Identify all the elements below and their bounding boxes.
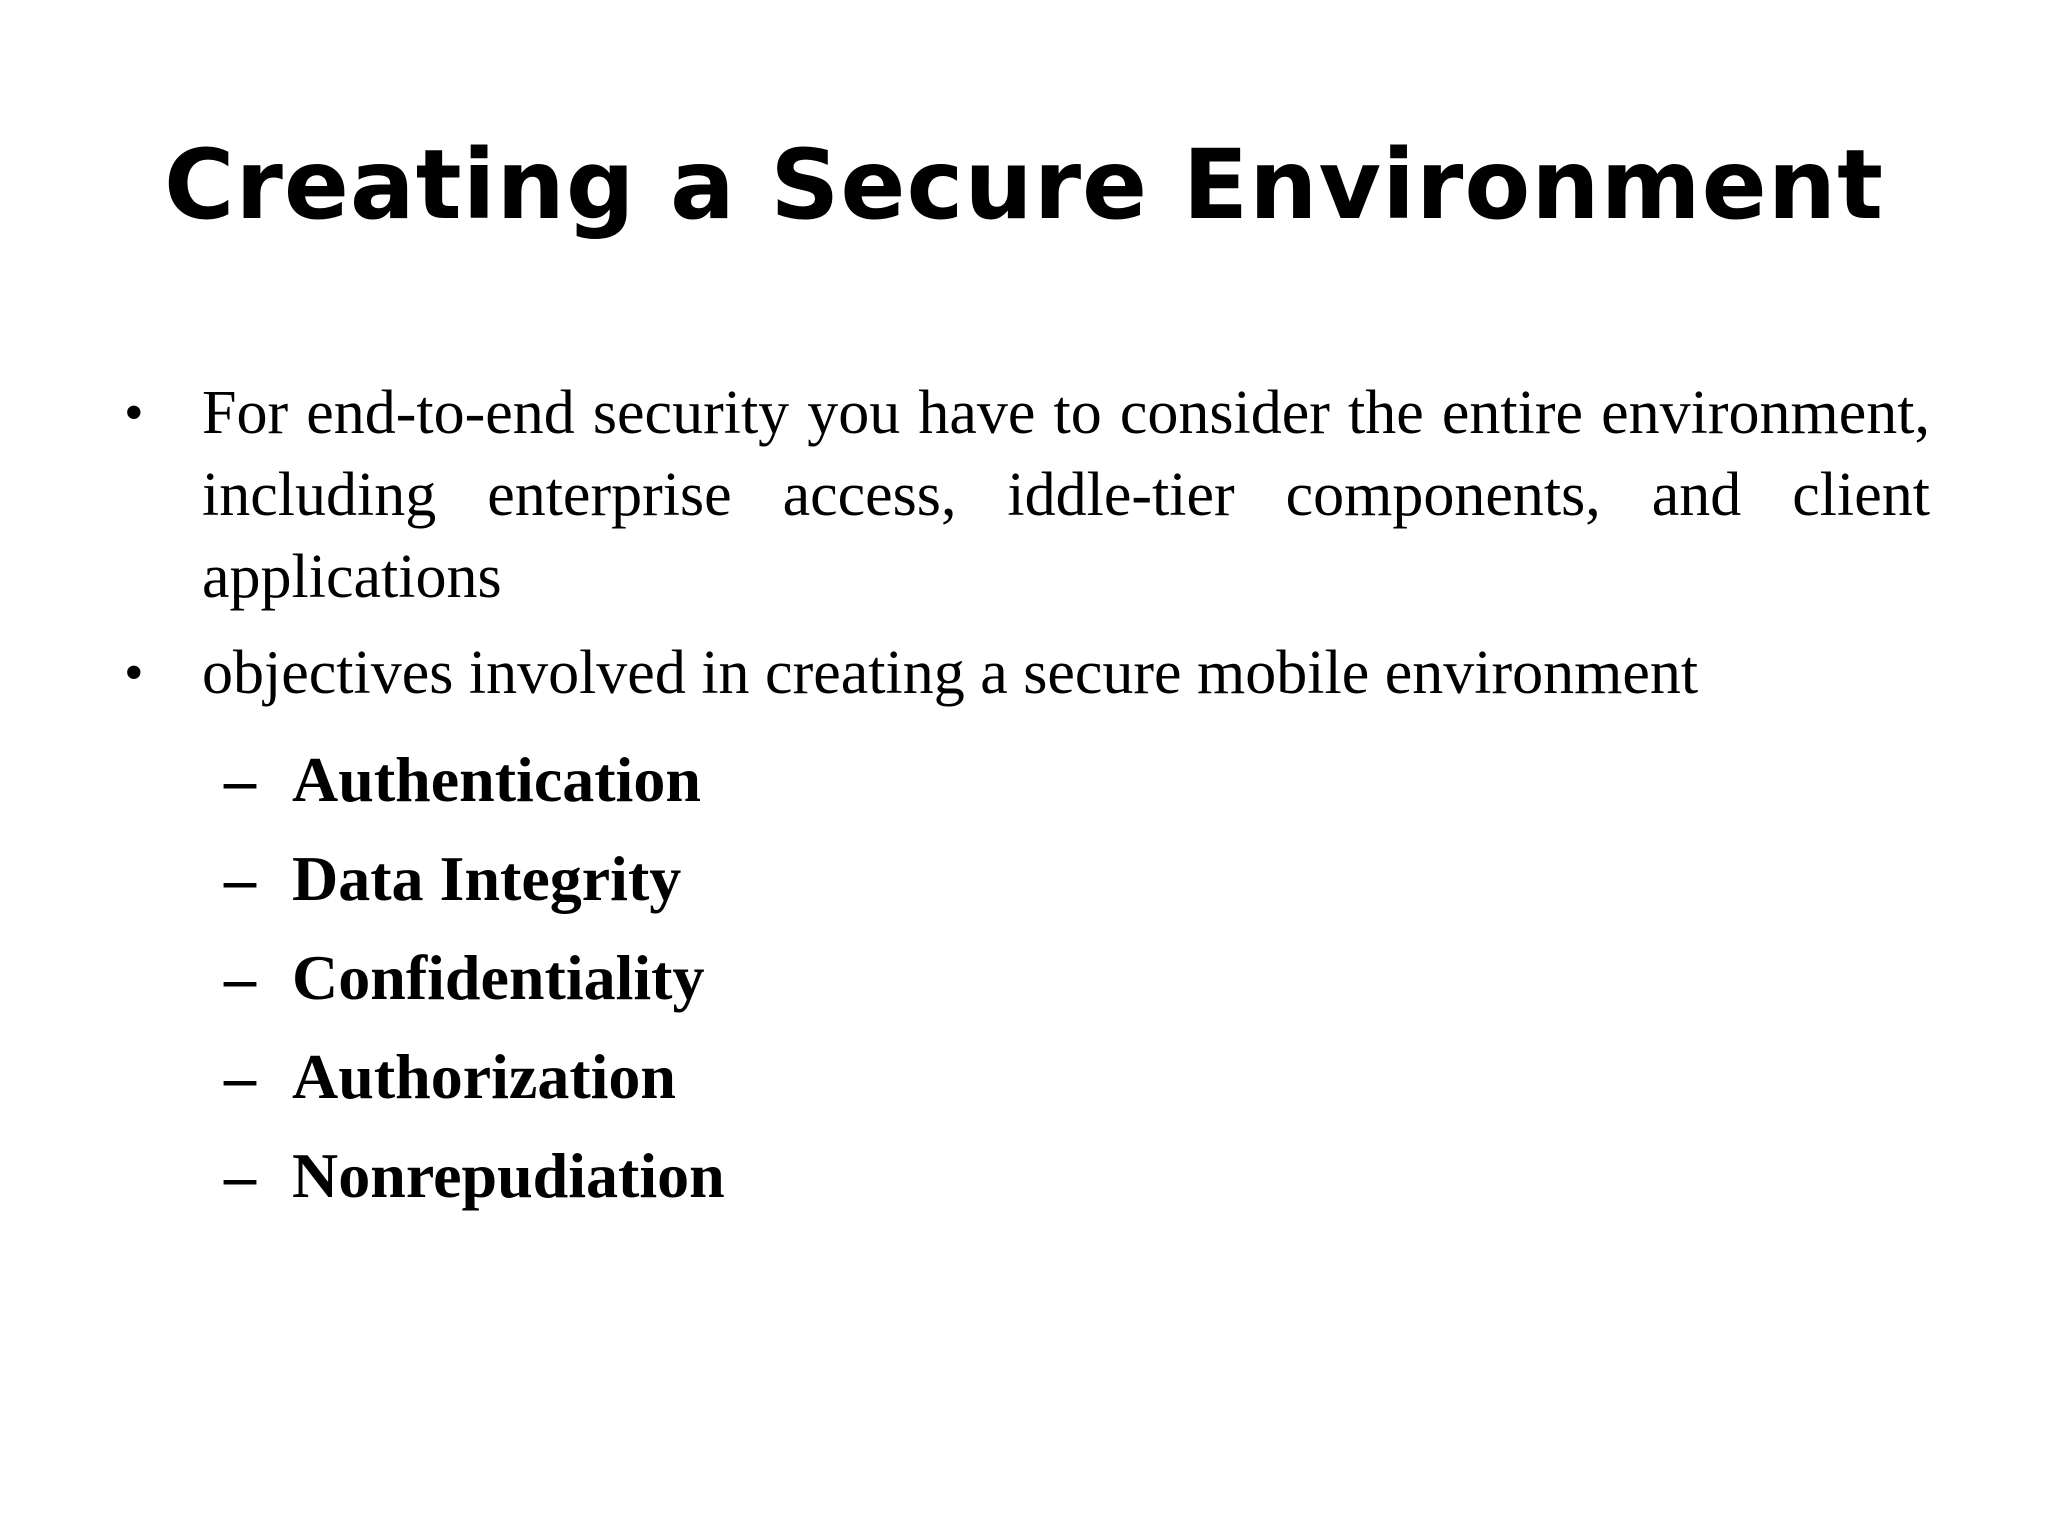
dash-marker: – [224, 1041, 256, 1112]
objective-item [0, 829, 2048, 928]
objectives-list [0, 730, 2048, 1225]
dash-marker: – [224, 1140, 256, 1211]
bullet-item [0, 632, 2048, 730]
objective-item [0, 1126, 2048, 1225]
bullet-marker: • [124, 382, 144, 444]
dash-marker: – [224, 942, 256, 1013]
bullet-text: For end-to-end security you have to consider the entire environment, including enterprise access, iddle-tier components, and client applications [202, 379, 1930, 611]
objective-item [0, 1027, 2048, 1126]
objective-label: Nonrepudiation [292, 1140, 725, 1211]
dash-marker: – [224, 744, 256, 815]
slide-content [0, 372, 2048, 1225]
objective-item [0, 730, 2048, 829]
objective-item [0, 928, 2048, 1027]
bullet-text: objectives involved in creating a secure mobile environment [202, 639, 1699, 707]
slide-title: Creating a Secure Environment [164, 129, 1884, 241]
objective-label: Authentication [292, 744, 701, 815]
objective-label: Confidentiality [292, 942, 705, 1013]
objective-label: Data Integrity [292, 843, 682, 914]
bullet-marker: • [124, 642, 144, 704]
bullet-item [0, 372, 2048, 632]
dash-marker: – [224, 843, 256, 914]
objective-label: Authorization [292, 1041, 676, 1112]
